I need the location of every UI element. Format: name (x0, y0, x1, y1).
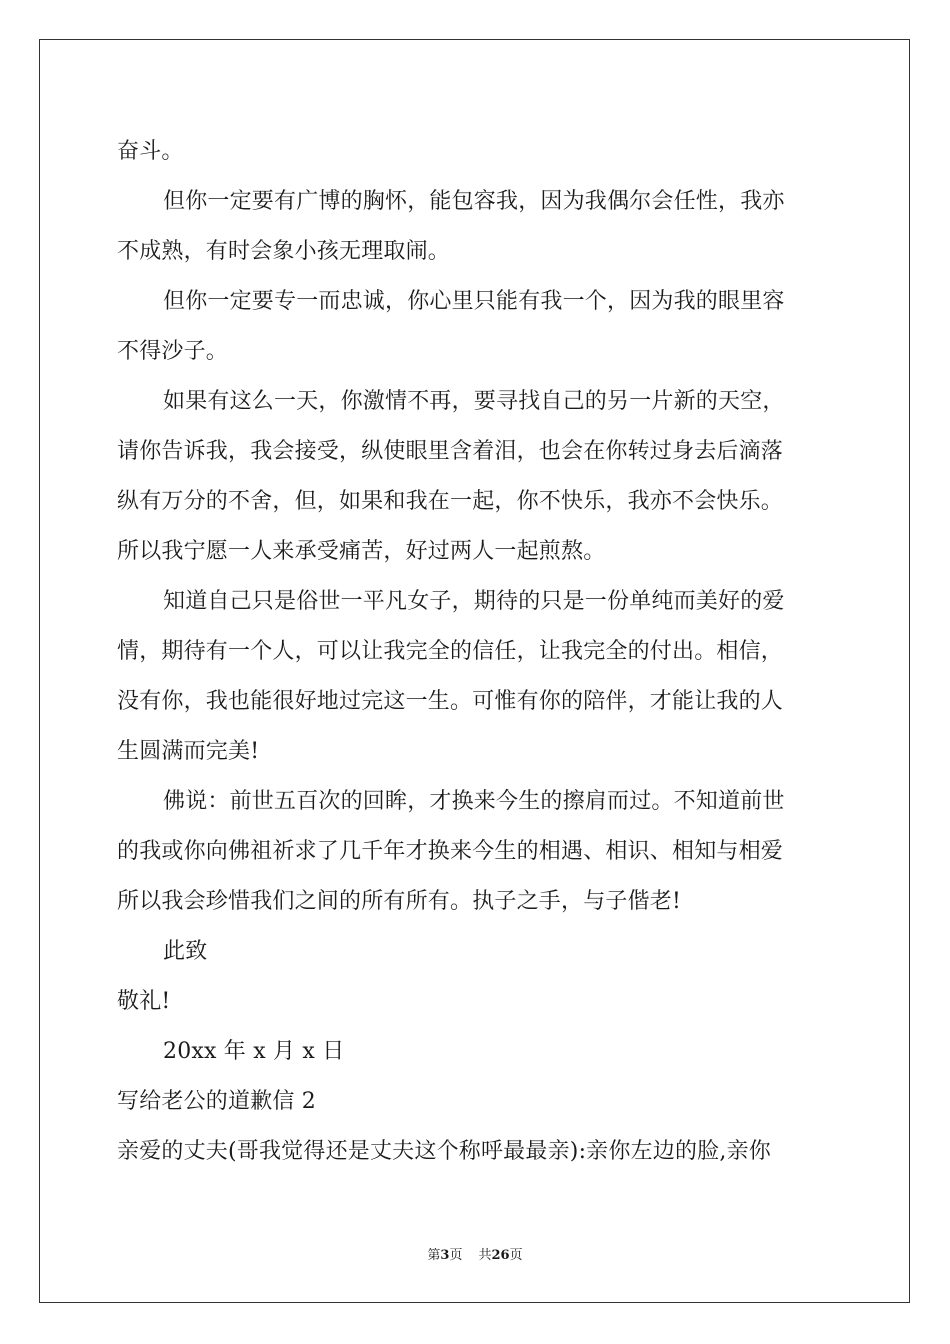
text-line: 没有你，我也能很好地过完这一生。可惟有你的陪伴，才能让我的人 (117, 689, 784, 714)
total-page-number: 26 (491, 1248, 510, 1263)
text-line: 如果有这么一天，你激情不再，要寻找自己的另一片新的天空， (163, 389, 785, 414)
page-prefix: 第 (427, 1248, 441, 1263)
text-line: 但你一定要专一而忠诚，你心里只能有我一个，因为我的眼里容 (163, 289, 785, 314)
text-line: 不得沙子。 (117, 339, 229, 364)
text-line: 纵有万分的不舍，但，如果和我在一起，你不快乐，我亦不会快乐。 (117, 489, 784, 514)
closing-regards: 敬礼! (117, 989, 171, 1014)
total-prefix: 共 (478, 1248, 492, 1263)
text-line: 的我或你向佛祖祈求了几千年才换来今生的相遇、相识、相知与相爱 (117, 839, 784, 864)
current-page-number: 3 (440, 1248, 450, 1263)
total-suffix: 页 (509, 1248, 523, 1263)
text-line: 所以我会珍惜我们之间的所有所有。执子之手，与子偕老! (117, 889, 682, 914)
text-line: 亲爱的丈夫(哥我觉得还是丈夫这个称呼最最亲):亲你左边的脸,亲你 (117, 1139, 771, 1164)
text-line: 知道自己只是俗世一平凡女子，期待的只是一份单纯而美好的爱 (163, 589, 785, 614)
text-line: 请你告诉我，我会接受，纵使眼里含着泪，也会在你转过身去后滴落 (117, 439, 784, 464)
page-footer (0, 1246, 950, 1266)
text-line: 情，期待有一个人，可以让我完全的信任，让我完全的付出。相信， (117, 639, 784, 664)
text-line: 不成熟，有时会象小孩无理取闹。 (117, 239, 451, 264)
page-suffix: 页 (449, 1248, 463, 1263)
closing-salutation: 此致 (163, 939, 208, 964)
text-line: 但你一定要有广博的胸怀，能包容我，因为我偶尔会任性，我亦 (163, 189, 785, 214)
text-line: 所以我宁愿一人来承受痛苦，好过两人一起煎熬。 (117, 539, 606, 564)
text-line: 奋斗。 (117, 139, 184, 164)
text-line: 佛说：前世五百次的回眸，才换来今生的擦肩而过。不知道前世 (163, 789, 785, 814)
text-line: 生圆满而完美! (117, 739, 260, 764)
section-title: 写给老公的道歉信 2 (117, 1089, 316, 1114)
document-body (117, 127, 837, 1177)
letter-date: 20xx 年 x 月 x 日 (163, 1039, 345, 1064)
